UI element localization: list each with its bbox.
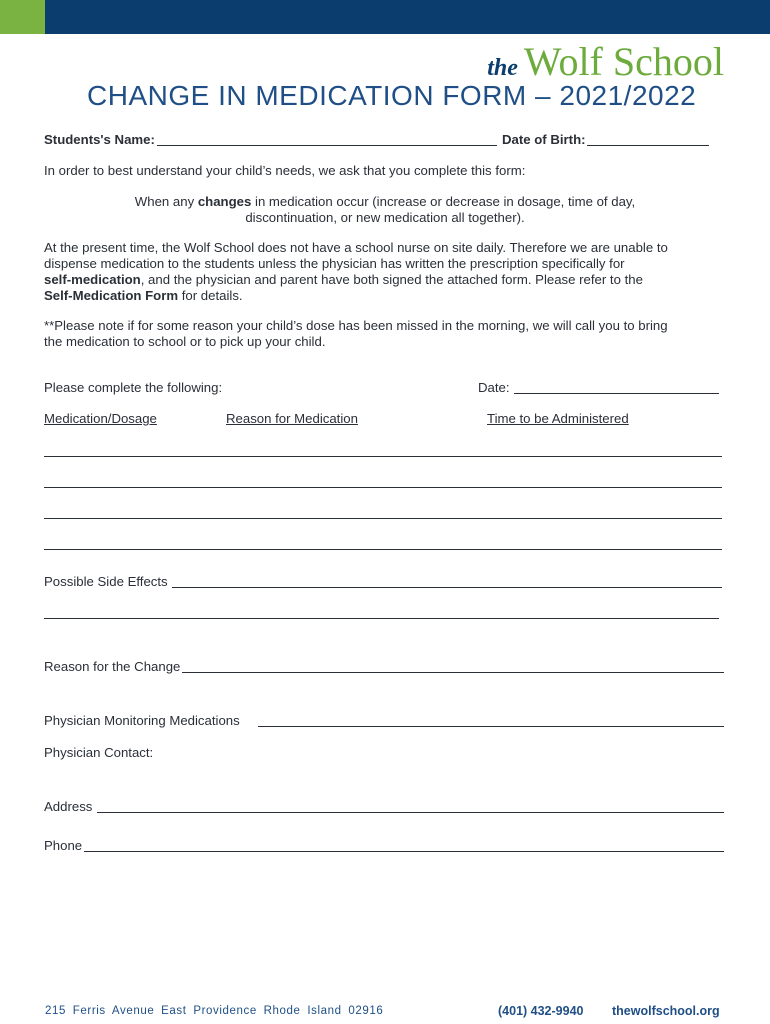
school-logo (487, 38, 724, 85)
phone-label: Phone (44, 838, 83, 853)
date-label: Date: (478, 380, 510, 395)
footer-phone: (401) 432-9940 (498, 1004, 584, 1018)
nurse-line-2: dispense medication to the students unless the physician has written the prescription specifically for (44, 256, 625, 271)
dob-label: Date of Birth: (502, 132, 586, 147)
when-line-2: discontinuation, or new medication all together). (245, 210, 525, 225)
address-field[interactable] (97, 812, 724, 813)
side-effects-field-2[interactable] (44, 618, 719, 619)
header-accent (0, 0, 45, 34)
intro-text: In order to best understand your child’s needs, we ask that you complete this form: (44, 163, 526, 178)
student-name-label: Students's Name: (44, 132, 155, 147)
footer-address: 215 Ferris Avenue East Providence Rhode Island 02916 (45, 1005, 384, 1017)
column-reason: Reason for Medication (226, 411, 358, 426)
student-name-field[interactable] (157, 145, 497, 146)
physician-monitoring-label: Physician Monitoring Medications (44, 713, 240, 728)
physician-monitoring-field[interactable] (258, 726, 724, 727)
side-effects-label: Possible Side Effects (44, 574, 168, 589)
medication-row-4[interactable] (44, 549, 722, 550)
phone-field[interactable] (84, 851, 724, 852)
address-label: Address (44, 799, 93, 814)
medication-row-1[interactable] (44, 456, 722, 457)
logo-the: the (487, 55, 518, 81)
nurse-line-3: self-medication, and the physician and parent have both signed the attached form. Please refer to the (44, 272, 643, 287)
complete-label: Please complete the following: (44, 380, 223, 395)
nurse-line-4: Self-Medication Form for details. (44, 288, 243, 303)
logo-name: Wolf School (523, 39, 724, 84)
medication-row-3[interactable] (44, 518, 722, 519)
reason-change-label: Reason for the Change (44, 659, 181, 674)
footer-website[interactable]: thewolfschool.org (612, 1004, 720, 1018)
reason-change-field[interactable] (182, 672, 724, 673)
nurse-line-1: At the present time, the Wolf School does not have a school nurse on site daily. Therefore we are unable to (44, 240, 668, 255)
header-bar (0, 0, 770, 34)
note-line-1: **Please note if for some reason your child’s dose has been missed in the morning, we will call you to bring (44, 318, 668, 333)
note-line-2: the medication to school or to pick up your child. (44, 334, 326, 349)
medication-row-2[interactable] (44, 487, 722, 488)
date-field[interactable] (514, 393, 719, 394)
column-time: Time to be Administered (487, 411, 629, 426)
when-line-1: When any changes in medication occur (increase or decrease in dosage, time of day, (134, 194, 636, 209)
page-title: CHANGE IN MEDICATION FORM – 2021/2022 (87, 80, 697, 111)
dob-field[interactable] (587, 145, 709, 146)
column-medication: Medication/Dosage (44, 411, 157, 426)
physician-contact-label: Physician Contact: (44, 745, 154, 760)
side-effects-field[interactable] (172, 587, 722, 588)
